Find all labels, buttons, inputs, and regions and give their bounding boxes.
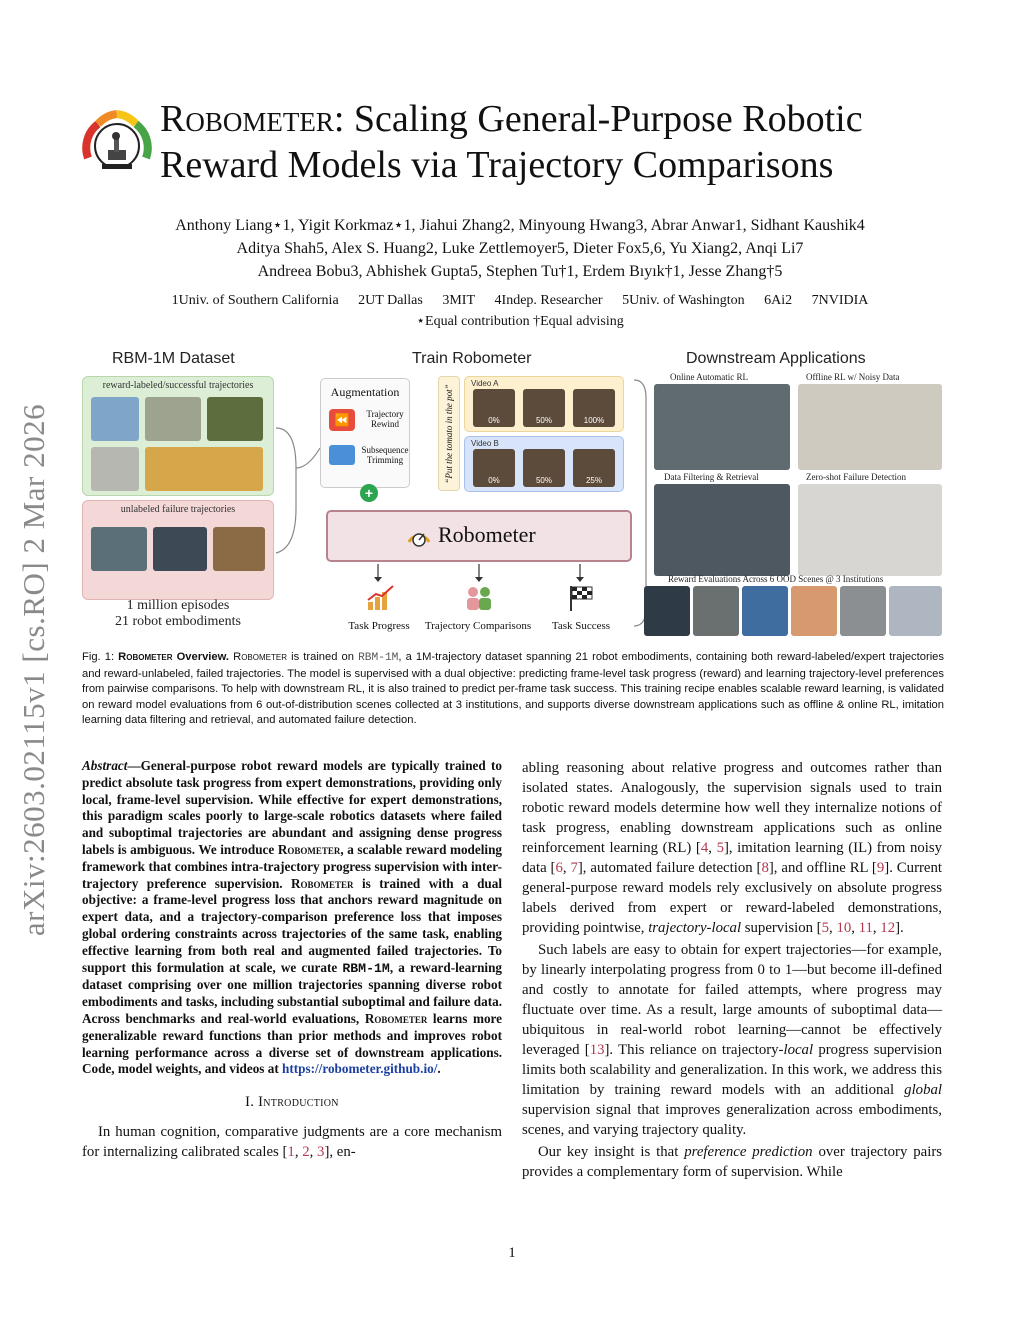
citation-sep: , <box>708 840 717 856</box>
frame-progress: 0% <box>488 416 500 425</box>
intro-text: In human cognition, comparative judgments are a core mechanism for internalizing calibrated scales [ <box>82 1124 502 1161</box>
aug-trim-label: Subsequence Trimming <box>361 445 409 465</box>
video-a-box <box>464 376 624 432</box>
abstract-name: Robometer <box>277 841 341 857</box>
unlabeled-label: unlabeled failure trajectories <box>120 504 236 515</box>
author-line: Andreea Bobu3, Abhishek Gupta5, Stephen Tu†1, Erdem Bıyık†1, Jesse Zhang†5 <box>257 263 783 280</box>
instruction-box <box>438 376 460 491</box>
video-frame <box>473 389 515 427</box>
body-text: ], automated failure detection [ <box>577 860 762 876</box>
emphasis: local <box>783 1042 814 1058</box>
caption-dataset: RBM-1M <box>358 652 399 664</box>
app-evals-label: Reward Evaluations Across 6 OOD Scenes @ 3 Institutions <box>668 574 884 584</box>
intro-text: ], en- <box>324 1144 356 1161</box>
rewind-icon: ⏪ <box>329 409 355 431</box>
robometer-gauge-icon <box>406 524 432 550</box>
trajectory-thumbnail <box>91 527 147 571</box>
citation[interactable]: 5 <box>716 840 724 856</box>
ood-scene-image <box>791 586 837 636</box>
citation-sep: , <box>562 860 571 876</box>
citation[interactable]: 8 <box>761 860 769 876</box>
trajectory-thumbnail <box>145 397 201 441</box>
video-frame <box>523 449 565 487</box>
body-text: Such labels are easy to obtain for expert trajectories—for example, by linearly interpolating progress from 0 to 1—but become ill-defined and costly to annotate for failed attempts, where progress may fluctuate over time. As a result, large amounts of suboptimal data—ubiquitous in real-world robot learning—cannot be effectively leveraged [ <box>522 942 942 1058</box>
model-name: Robometer <box>438 522 536 547</box>
failure-detection-image <box>798 484 942 576</box>
body-text: ], and offline RL [ <box>768 860 877 876</box>
ood-scene-image <box>644 586 690 636</box>
citation-sep: , <box>851 920 859 936</box>
figure-header-downstream: Downstream Applications <box>686 350 866 367</box>
frame-progress: 50% <box>535 416 552 425</box>
body-text: supervision signal that improves generalization across embodiments, scenes, and varying trajectory quality. <box>522 1102 942 1138</box>
citation[interactable]: 10 <box>836 920 852 936</box>
affiliation: 6Ai2 <box>764 293 793 308</box>
title-block <box>80 96 960 196</box>
emphasis: global <box>904 1082 942 1098</box>
citation[interactable]: 12 <box>880 920 896 936</box>
citation[interactable]: 13 <box>589 1042 605 1058</box>
trajectory-thumbnail <box>91 397 139 441</box>
ood-scene-image <box>840 586 886 636</box>
trajectory-thumbnail <box>207 397 263 441</box>
body-text: ]. This reliance on trajectory- <box>604 1042 784 1058</box>
citation-sep: , <box>309 1144 318 1161</box>
body-text: ]. Current general-purpose reward models rely exclusively on absolute progress labels derived from expert or reward-labeled demonstrations, providing pointwise, <box>522 860 942 936</box>
online-rl-image <box>654 384 790 470</box>
citation[interactable]: 9 <box>876 860 885 876</box>
abstract-dataset: RBM-1M <box>342 960 390 976</box>
output-arrows <box>326 562 632 584</box>
body-text: ], imitation learning (IL) from noisy data [ <box>522 840 943 876</box>
emphasis: trajectory-local <box>648 920 742 936</box>
section-heading <box>82 1092 502 1112</box>
ood-scene-image <box>889 586 942 636</box>
ood-scene-image <box>742 586 788 636</box>
arxiv-stamp <box>10 380 58 960</box>
episode-count: 1 million episodes <box>126 598 230 613</box>
augmentation-label: Augmentation <box>330 385 400 399</box>
trajectory-thumbnail <box>153 527 207 571</box>
body-paragraph <box>522 758 942 938</box>
body-text: supervision [ <box>741 920 822 936</box>
citation-sep: , <box>872 920 881 936</box>
video-b-label: Video B <box>471 439 499 448</box>
figure-caption <box>82 650 944 729</box>
trajectory-thumbnail <box>213 527 265 571</box>
body-text: progress supervision limits both scalability and generalization. In this work, we address this limitation by training reward models with an additional <box>522 1042 942 1098</box>
embodiment-count: 21 robot embodiments <box>115 614 241 629</box>
emphasis: preference prediction <box>684 1144 813 1160</box>
author-list <box>80 214 960 283</box>
abstract-name: Robometer <box>291 875 354 891</box>
affiliations <box>80 290 960 332</box>
abstract-text: , a scalable reward modeling framework that combines intra-trajectory progress supervision with inter-trajectory preference supervision. <box>82 841 503 891</box>
video-a-label: Video A <box>471 379 499 388</box>
caption-bold-rest: Overview. <box>172 651 230 663</box>
title-name: Robometer <box>160 98 334 140</box>
video-frame <box>473 449 515 487</box>
abstract-text: —General-purpose robot reward models are typically trained to predict absolute task progress from expert demonstrations, providing only local, frame-level supervision. While effective for expert demonstrations, this paradigm scales poorly to large-scale robotics datasets where failed and suboptimal trajectories are abundant and assigning dense progress labels is ambiguous. We introduce <box>82 758 502 857</box>
figure-header-train: Train Robometer <box>412 350 532 367</box>
filtering-image <box>654 484 790 576</box>
figure-header-dataset: RBM-1M Dataset <box>112 350 235 367</box>
checkered-flag-icon <box>566 584 596 612</box>
citation-sep: , <box>829 920 837 936</box>
citation[interactable]: 5 <box>821 920 830 936</box>
project-link[interactable]: https://robometer.github.io/ <box>282 1061 438 1077</box>
trajectory-thumbnail <box>145 447 263 491</box>
section-title: Introduction <box>258 1094 339 1111</box>
body-text: Our key insight is that <box>538 1144 685 1160</box>
left-column <box>82 758 502 1162</box>
paper-title <box>160 96 960 188</box>
arxiv-stamp-text: arXiv:2603.02115v1 [cs.RO] 2 Mar 2026 <box>16 403 52 937</box>
instruction-text: “Put the tomato in the pot” <box>444 383 454 484</box>
video-frame <box>573 389 615 427</box>
affiliation: 2UT Dallas <box>358 293 423 308</box>
right-column <box>522 758 942 1182</box>
citation[interactable]: 4 <box>700 840 709 856</box>
affiliation: 1Univ. of Southern California <box>171 293 339 308</box>
title-rest: : Scaling General-Purpose Robotic Reward Models via Trajectory Comparisons <box>160 98 863 186</box>
output-task-success: Task Success <box>551 620 611 632</box>
frame-progress: 0% <box>488 476 500 485</box>
page-number: 1 <box>508 1245 516 1261</box>
robometer-logo-icon <box>80 106 154 180</box>
app-offline-rl-label: Offline RL w/ Noisy Data <box>806 372 900 382</box>
citation[interactable]: 2 <box>302 1144 310 1161</box>
frame-progress: 50% <box>535 476 552 485</box>
abstract-text: learns more generalizable reward functions than prior methods and improves robot learning performance across a diverse set of downstream applications. Code, model weights, and videos at <box>82 1010 502 1077</box>
augmentation-box <box>320 378 410 488</box>
output-trajectory-comparisons: Trajectory Comparisons <box>424 620 532 632</box>
abstract-text: , a reward-learning dataset comprising over one million trajectories spanning diverse robot embodiments and tasks, including substantial suboptimal and failure data. Across benchmarks and real-world evaluations, <box>82 959 503 1026</box>
affiliation: 3MIT <box>442 293 476 308</box>
output-task-progress: Task Progress <box>348 620 410 632</box>
caption-name: Robometer <box>233 651 287 663</box>
frame-progress: 100% <box>583 416 605 425</box>
intro-paragraph <box>82 1122 502 1162</box>
progress-chart-icon <box>366 584 396 612</box>
offline-rl-image <box>798 384 942 470</box>
citation[interactable]: 1 <box>287 1144 295 1161</box>
author-line: Aditya Shah5, Alex S. Huang2, Luke Zettlemoyer5, Dieter Fox5,6, Yu Xiang2, Anqi Li7 <box>236 240 804 257</box>
video-frame <box>523 389 565 427</box>
body-paragraph <box>522 940 942 1140</box>
plus-icon: + <box>360 484 378 502</box>
affiliation: 5Univ. of Washington <box>622 293 745 308</box>
figure-1 <box>82 348 944 638</box>
citation[interactable]: 11 <box>858 920 873 936</box>
caption-bold-name: Robometer <box>118 651 173 663</box>
robometer-model-box <box>326 510 632 562</box>
author-notes: ⋆Equal contribution †Equal advising <box>416 314 624 329</box>
video-frame <box>573 449 615 487</box>
trim-icon <box>329 445 355 465</box>
body-paragraph <box>522 1142 942 1182</box>
connector-lines <box>274 388 324 568</box>
trajectory-thumbnail <box>91 447 139 491</box>
abstract <box>82 758 502 1078</box>
unlabeled-panel <box>82 500 274 600</box>
app-failure-label: Zero-shot Failure Detection <box>806 472 906 482</box>
affiliation: 7NVIDIA <box>811 293 869 308</box>
body-text: ]. <box>895 920 904 936</box>
affiliation: 4Indep. Researcher <box>494 293 603 308</box>
citation[interactable]: 7 <box>570 860 578 876</box>
caption-text: is trained on <box>287 651 359 663</box>
abstract-name: Robometer <box>364 1010 428 1026</box>
abstract-lead: Abstract <box>82 758 128 773</box>
author-line: Anthony Liang⋆1, Yigit Korkmaz⋆1, Jiahui Zhang2, Minyoung Hwang3, Abrar Anwar1, Sidhant Kaushik4 <box>175 217 865 234</box>
body-text: abling reasoning about relative progress and outcomes rather than isolated states. Analogously, the supervision signals used to train robotic reward models determine how well they internalize notions of task progress, enabling downstream applications such as online reinforcement learning (RL) [ <box>522 760 942 856</box>
reward-labeled-panel <box>82 376 274 496</box>
citation[interactable]: 3 <box>317 1144 325 1161</box>
abstract-text: is trained with a dual objective: a frame-level progress loss that anchors reward magnitude on expert data, and a trajectory-comparison preference loss that imposes global ordering constraints across trajectories of the same task, enabling effective learning from both real and augmented failed trajectories. To support this formulation at scale, we curate <box>82 875 502 975</box>
caption-text: , a 1M-trajectory dataset spanning 21 robot embodiments, containing both reward-labeled/expert trajectories and reward-unlabeled, failed trajectories. The model is supervised with a dual objective: predicting frame-level task progress (reward) and learning trajectory-level preferences from pairwise comparisons. To help with downstream RL, it is also trained to predict per-frame task success. This training recipe enables scalable reward learning, is validated on reward model evaluations from 6 out-of-distribution scenes collected at 3 institutions, and supports diverse downstream applications such as offline & online RL, imitation learning data filtering and retrieval, and automated failure detection. <box>82 651 945 726</box>
app-filtering-label: Data Filtering & Retrieval <box>664 472 759 482</box>
abstract-text: . <box>437 1061 441 1077</box>
section-numeral: I. <box>245 1094 259 1111</box>
caption-label: Fig. 1: <box>82 651 119 663</box>
aug-rewind-label: Trajectory Rewind <box>366 409 404 429</box>
reward-labeled-label: reward-labeled/successful trajectories <box>102 380 254 391</box>
ood-scene-image <box>693 586 739 636</box>
app-online-rl-label: Online Automatic RL <box>670 372 748 382</box>
people-compare-icon <box>464 584 494 612</box>
body-text: over trajectory pairs provides a complementary form of supervision. While <box>522 1144 943 1180</box>
citation-sep: , <box>294 1144 303 1161</box>
video-b-box <box>464 436 624 492</box>
frame-progress: 25% <box>585 476 602 485</box>
citation[interactable]: 6 <box>555 860 563 876</box>
